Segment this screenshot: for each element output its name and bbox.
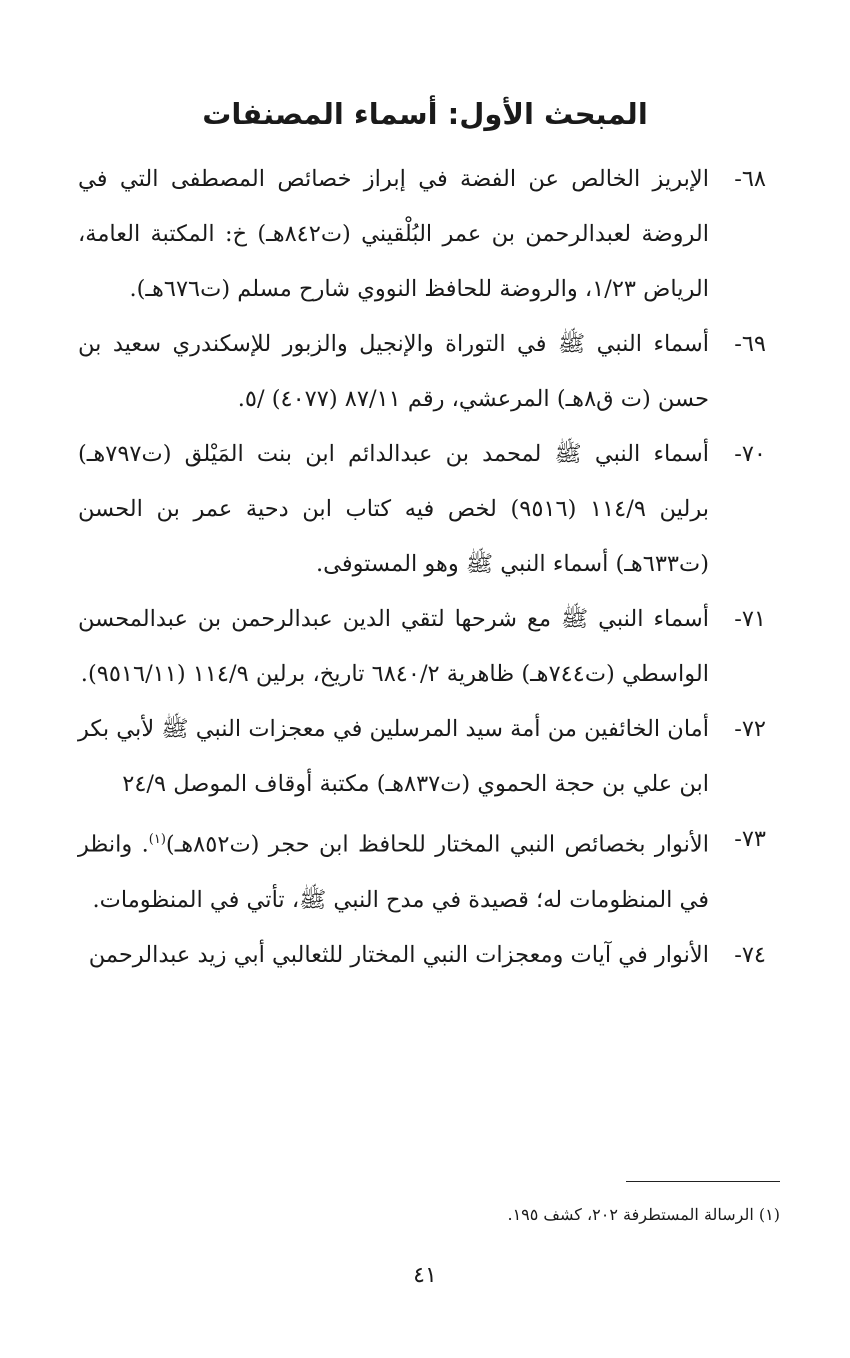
- entry-74: [78, 928, 766, 983]
- footnote: (١) الرسالة المستطرفة ٢٠٢، كشف ١٩٥.: [507, 1205, 780, 1224]
- entry-72: [78, 702, 766, 812]
- entry-text-main: الأنوار بخصائص النبي المختار للحافظ ابن حجر (ت٨٥٢هـ): [165, 831, 709, 858]
- entry-number: ٧٤-: [734, 941, 766, 968]
- entries-list: [78, 152, 766, 983]
- entry-73: [78, 812, 766, 928]
- entry-text: أمان الخائفين من أمة سيد المرسلين في معجزات النبي ﷺ لأبي بكر ابن علي بن حجة الحموي (ت٨٣٧هـ) مكتبة أوقاف الموصل ٢٤/٩: [78, 716, 709, 797]
- entry-text-continued: . وانظر في المنظومات له؛ قصيدة في مدح النبي ﷺ، تأتي في المنظومات.: [78, 831, 709, 913]
- entry-69: [78, 317, 766, 427]
- entry-text: [78, 812, 709, 928]
- entry-text: أسماء النبي ﷺ لمحمد بن عبدالدائم ابن بنت المَيْلق (ت٧٩٧هـ) برلين ١١٤/٩ (٩٥١٦) لخص فيه كتاب ابن دحية عمر بن الحسن (ت٦٣٣هـ) أسماء النبي ﷺ وهو المستوفى.: [78, 441, 709, 577]
- page-number: ٤١: [413, 1263, 437, 1288]
- entry-68: [78, 152, 766, 317]
- entry-text: الأنوار في آيات ومعجزات النبي المختار للثعالبي أبي زيد عبدالرحمن: [88, 941, 709, 968]
- entry-number: ٦٨-: [734, 166, 766, 192]
- entry-71: [78, 592, 766, 702]
- entry-text: أسماء النبي ﷺ مع شرحها لتقي الدين عبدالرحمن بن عبدالمحسن الواسطي (ت٧٤٤هـ) ظاهرية ٦٨٤٠/٢ تاريخ، برلين ١١٤/٩ (٩٥١٦/١١).: [78, 606, 709, 687]
- section-heading: المبحث الأول: أسماء المصنفات: [202, 97, 648, 131]
- entry-number: ٧٠-: [734, 441, 766, 467]
- entry-number: ٧١-: [734, 606, 766, 632]
- entry-70: [78, 427, 766, 592]
- footnote-reference[interactable]: (١): [148, 832, 166, 847]
- entry-text: الإبريز الخالص عن الفضة في إبراز خصائص المصطفى التي في الروضة لعبدالرحمن بن عمر البُلْقيني (ت٨٤٢هـ) خ: المكتبة العامة، الرياض ١/٢٣، والروضة للحافظ النووي شارح مسلم (ت٦٧٦هـ).: [78, 166, 710, 302]
- footnote-separator: [626, 1181, 780, 1182]
- entry-text: أسماء النبي ﷺ في التوراة والإنجيل والزبور للإسكندري سعيد بن حسن (ت ق٨هـ) المرعشي، رقم ٨٧/١١ (٤٠٧٧) /٥.: [78, 331, 709, 412]
- entry-number: ٧٣-: [734, 826, 766, 852]
- entry-number: ٧٢-: [734, 716, 766, 742]
- entry-number: ٦٩-: [734, 331, 766, 357]
